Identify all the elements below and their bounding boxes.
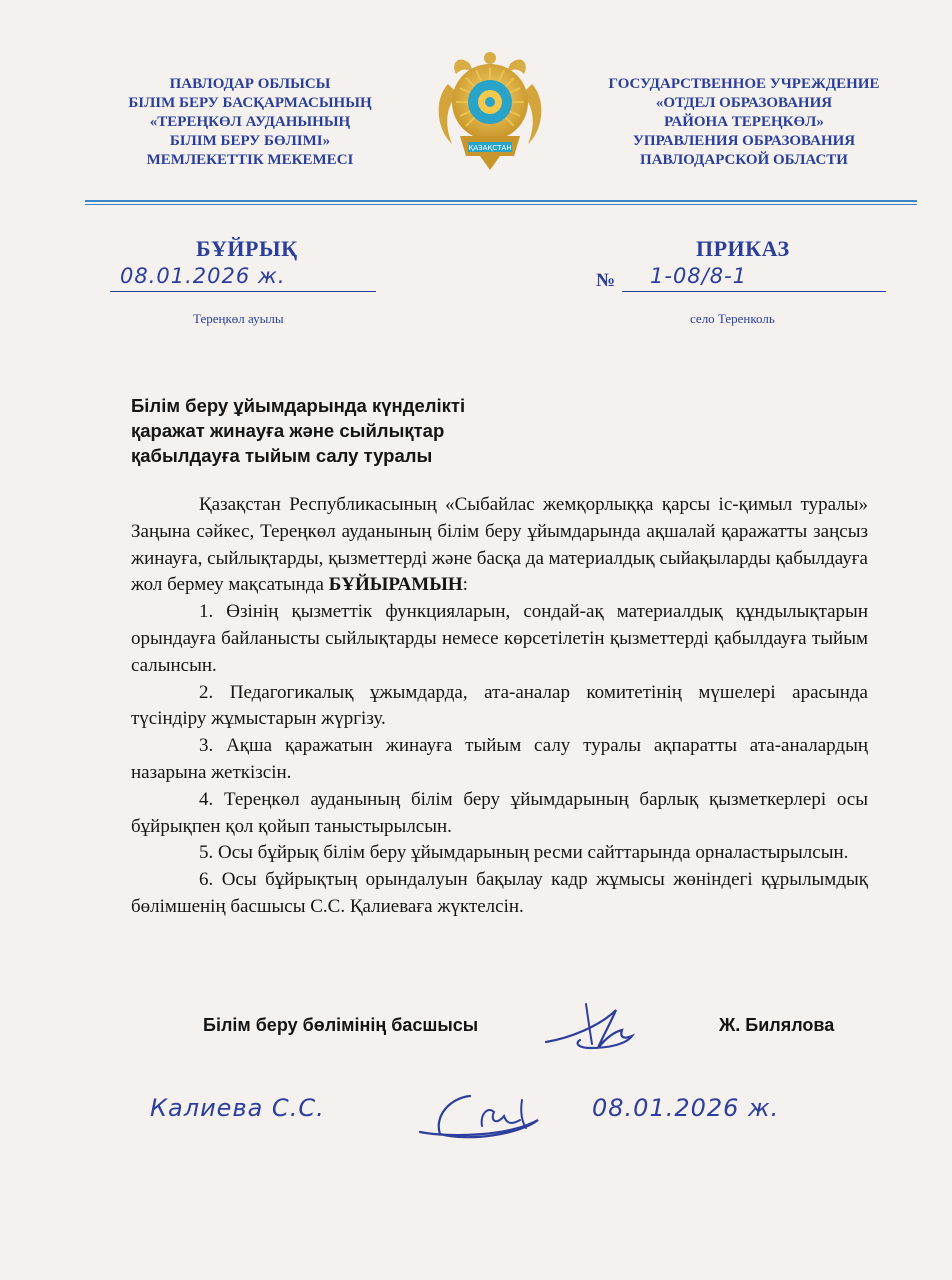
header-left-line: БІЛІМ БЕРУ БАСҚАРМАСЫНЫҢ bbox=[128, 95, 372, 111]
header-right-line: ПАВЛОДАРСКОЙ ОБЛАСТИ bbox=[640, 152, 848, 168]
number-underline bbox=[622, 291, 886, 292]
header-right-line: ГОСУДАРСТВЕННОЕ УЧРЕЖДЕНИЕ bbox=[608, 76, 880, 92]
order-item: 5. Осы бұйрық білім беру ұйымдарының ресми сайттарында орналастырылсын. bbox=[199, 842, 849, 864]
order-item: 2. Педагогикалық ұжымдарда, ата-аналар комитетінің мүшелері арасында түсіндіру жұмыстарын жүргізу. bbox=[131, 681, 868, 730]
header-left-line: ПАВЛОДАР ОБЛЫСЫ bbox=[169, 76, 331, 92]
handwritten-familiarization-date: 08.01.2026 ж. bbox=[592, 1094, 780, 1122]
signatory-name: Ж. Билялова bbox=[719, 1015, 835, 1035]
header-right-line: РАЙОНА ТЕРЕҢКӨЛ» bbox=[664, 114, 824, 130]
header-left-line: БІЛІМ БЕРУ БӨЛІМІ» bbox=[169, 133, 331, 149]
header-kazakh bbox=[100, 75, 400, 170]
header-russian bbox=[584, 75, 904, 170]
place-kazakh: Тереңкөл ауылы bbox=[193, 311, 284, 326]
header-left-line: «ТЕРЕҢКӨЛ АУДАНЫНЫҢ bbox=[149, 114, 351, 130]
familiarization-signature-icon bbox=[410, 1086, 550, 1148]
doc-type-russian: ПРИКАЗ bbox=[696, 236, 790, 261]
order-word: БҰЙЫРАМЫН bbox=[328, 574, 463, 596]
order-item: 3. Ақша қаражатын жинауға тыйым салу туралы ақпаратты ата-аналардың назарына жеткізсін. bbox=[131, 735, 868, 783]
header-right-line: «ОТДЕЛ ОБРАЗОВАНИЯ bbox=[655, 95, 833, 111]
order-item: 4. Тереңкөл ауданының білім беру ұйымдарының барлық қызметкерлері осы бұйрықпен қол қойып таныстырылсын. bbox=[131, 788, 868, 837]
header-right-line: УПРАВЛЕНИЯ ОБРАЗОВАНИЯ bbox=[632, 133, 856, 149]
title-line: қаражат жинауға және сыйлықтар bbox=[131, 420, 445, 441]
head-signature-icon bbox=[540, 998, 650, 1056]
order-body bbox=[131, 492, 868, 921]
state-emblem-icon bbox=[430, 44, 550, 174]
title-line: Білім беру ұйымдарында күнделікті bbox=[131, 395, 466, 416]
title-line: қабылдауға тыйым салу туралы bbox=[131, 445, 433, 466]
date-underline bbox=[110, 291, 376, 292]
header-divider bbox=[85, 200, 917, 202]
order-item: 1. Өзінің қызметтік функцияларын, сондай-ақ материалдық құндылықтарын орындауға байланысты сыйлықтарды немесе көрсетілетін қызметтерді қабылдауға тыйым салынсын. bbox=[131, 601, 868, 676]
handwritten-familiarization-name: Калиева С.С. bbox=[150, 1094, 325, 1122]
order-item: 6. Осы бұйрықтың орындалуын бақылау кадр жұмысы жөніндегі құрылымдық бөлімшенің басшысы С.С. Қалиеваға жүктелсін. bbox=[131, 869, 868, 917]
header-divider-thin bbox=[85, 204, 917, 205]
place-russian: село Теренколь bbox=[690, 311, 775, 326]
intro-text: Қазақстан Республикасының «Сыбайлас жемқорлыққа қарсы іс-қимыл туралы» Заңына сәйкес, Тереңкөл ауданының білім беру ұйымдарында ақшалай қаражатты заңсыз жинауға, сыйлықтарды, қызметтерді және басқа да материалдық сыйақыларды қабылдауға жол бермеу мақсатында bbox=[131, 494, 868, 596]
number-sign: № bbox=[596, 270, 616, 291]
order-title bbox=[131, 393, 551, 468]
header-left-line: МЕМЛЕКЕТТІК МЕКЕМЕСІ bbox=[146, 152, 354, 168]
doc-type-kazakh: БҰЙРЫҚ bbox=[196, 236, 298, 261]
handwritten-date: 08.01.2026 ж. bbox=[120, 264, 286, 288]
order-colon: : bbox=[462, 574, 468, 596]
emblem-text: ҚАЗАҚСТАН bbox=[468, 144, 512, 152]
intro-paragraph bbox=[131, 492, 868, 599]
handwritten-number: 1-08/8-1 bbox=[650, 264, 748, 288]
signatory-role: Білім беру бөлімінің басшысы bbox=[203, 1015, 479, 1035]
